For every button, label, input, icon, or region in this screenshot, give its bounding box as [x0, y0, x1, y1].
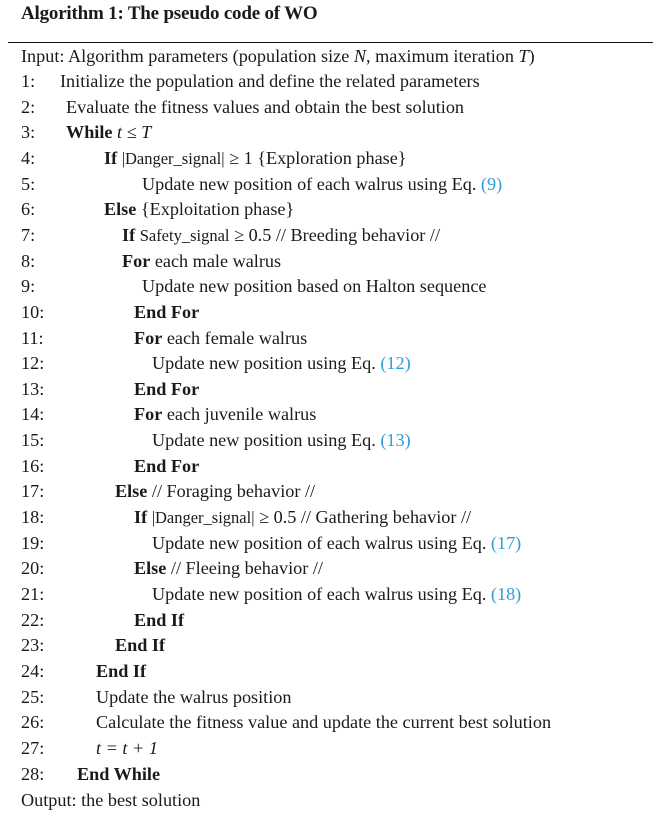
- keyword: End For: [134, 301, 200, 322]
- line-content: [96, 712, 551, 733]
- line-number: 16:: [21, 455, 45, 476]
- line-number: 3:: [21, 122, 36, 143]
- line-text: ≥ 0.5 // Breeding behavior //: [229, 224, 441, 245]
- line-number: 24:: [21, 660, 45, 681]
- line-content: [134, 404, 316, 425]
- math-expression: t ≤ T: [117, 122, 152, 143]
- signal-variable: Safety_signal: [139, 225, 230, 245]
- line-text: Initialize the population and define the related parameters: [60, 71, 480, 91]
- line-number: 10:: [21, 301, 45, 322]
- keyword: For: [122, 250, 151, 271]
- line-number: 14:: [21, 404, 45, 425]
- line-text: Update new position of each walrus using Eq.: [152, 532, 491, 553]
- math-expression: t = t + 1: [96, 737, 158, 758]
- line-content: [134, 558, 323, 579]
- line-number: 21:: [21, 584, 45, 604]
- keyword: End For: [134, 455, 200, 476]
- line-text: each juvenile walrus: [162, 404, 317, 425]
- line-text: ≥ 0.5 // Gathering behavior //: [254, 507, 472, 528]
- line-number: 9:: [21, 276, 36, 297]
- line-content: [122, 225, 440, 246]
- keyword: End While: [77, 763, 161, 784]
- equation-reference-link[interactable]: (12): [380, 353, 411, 374]
- line-content: [134, 302, 199, 323]
- algorithm-input: [21, 46, 535, 67]
- line-number: 6:: [21, 199, 36, 220]
- line-number: 5:: [21, 173, 36, 194]
- equation-reference-link[interactable]: (17): [490, 532, 522, 553]
- input-text: Input: Algorithm parameters (population size: [21, 46, 354, 66]
- line-text: each male walrus: [150, 250, 282, 271]
- line-number: 15:: [21, 430, 45, 451]
- line-text: Update new position based on Halton sequence: [142, 276, 487, 297]
- keyword: End For: [134, 378, 200, 399]
- line-text: each female walrus: [162, 327, 308, 348]
- line-content: [104, 148, 407, 169]
- input-var-n: N: [353, 46, 366, 66]
- line-number: 8:: [21, 250, 36, 271]
- line-content: [96, 687, 291, 708]
- line-text: {Exploitation phase}: [136, 199, 295, 220]
- line-number: 18:: [21, 507, 45, 528]
- line-content: [115, 481, 315, 502]
- line-number: 12:: [21, 353, 45, 374]
- line-text: Update the walrus position: [96, 686, 292, 707]
- line-number: 13:: [21, 378, 45, 399]
- line-content: [60, 71, 480, 92]
- line-content: [115, 635, 165, 656]
- keyword: Else: [134, 558, 167, 579]
- keyword: Else: [104, 199, 137, 220]
- line-text: Update new position of each walrus using Eq.: [152, 584, 491, 604]
- line-content: [77, 764, 160, 785]
- line-text: Update new position using Eq.: [152, 430, 381, 451]
- line-content: [152, 353, 411, 374]
- line-text: ≥ 1 {Exploration phase}: [224, 147, 407, 168]
- input-text-mid: , maximum iteration: [366, 46, 519, 66]
- line-content: [96, 738, 158, 759]
- input-text-end: ): [528, 46, 535, 66]
- line-text: Update new position of each walrus using Eq.: [142, 173, 481, 194]
- line-content: [142, 276, 486, 297]
- line-content: [152, 533, 521, 554]
- line-content: [96, 661, 146, 682]
- line-number: 7:: [21, 224, 36, 245]
- line-content: [134, 379, 199, 400]
- input-var-t: T: [518, 46, 529, 66]
- equation-reference-link[interactable]: (18): [490, 584, 522, 604]
- line-number: 20:: [21, 558, 45, 579]
- line-number: 4:: [21, 147, 36, 168]
- line-number: 11:: [21, 327, 44, 348]
- line-content: [104, 199, 294, 220]
- keyword: If: [134, 507, 148, 528]
- algorithm-output: Output: the best solution: [21, 790, 201, 810]
- line-number: 17:: [21, 481, 45, 502]
- line-number: 22:: [21, 609, 45, 630]
- line-text: Update new position using Eq.: [152, 353, 381, 374]
- keyword: End If: [134, 609, 185, 630]
- line-number: 27:: [21, 737, 45, 758]
- signal-variable: |Danger_signal|: [121, 148, 225, 168]
- line-content: [134, 456, 199, 477]
- line-text: Evaluate the fitness values and obtain the best solution: [66, 96, 465, 117]
- keyword: If: [104, 147, 118, 168]
- keyword: For: [134, 404, 163, 425]
- line-number: 25:: [21, 686, 45, 707]
- signal-variable: |Danger_signal|: [151, 508, 255, 528]
- line-number: 23:: [21, 635, 45, 656]
- line-content: [66, 97, 464, 118]
- equation-reference-link[interactable]: (13): [380, 430, 411, 451]
- line-text: // Foraging behavior //: [147, 481, 316, 502]
- keyword: Else: [115, 481, 148, 502]
- line-content: [66, 122, 151, 143]
- algorithm-title: Algorithm 1: The pseudo code of WO: [21, 3, 318, 24]
- keyword: End If: [115, 635, 166, 656]
- line-text: Calculate the fitness value and update the current best solution: [96, 712, 552, 733]
- keyword: While: [66, 122, 113, 143]
- line-number: 19:: [21, 532, 45, 553]
- keyword: For: [134, 327, 163, 348]
- line-content: [142, 174, 502, 195]
- equation-reference-link[interactable]: (9): [480, 173, 503, 194]
- line-number: 1:: [21, 71, 36, 91]
- line-content: [152, 430, 411, 451]
- line-content: [134, 610, 184, 631]
- keyword: If: [122, 224, 136, 245]
- line-number: 26:: [21, 712, 45, 733]
- line-content: [134, 507, 471, 528]
- title-rule: [8, 42, 653, 43]
- line-content: [134, 328, 307, 349]
- line-text: // Fleeing behavior //: [166, 558, 323, 579]
- line-content: [122, 251, 281, 272]
- line-content: [152, 584, 521, 605]
- keyword: End If: [96, 660, 147, 681]
- line-number: 2:: [21, 96, 36, 117]
- line-number: 28:: [21, 763, 45, 784]
